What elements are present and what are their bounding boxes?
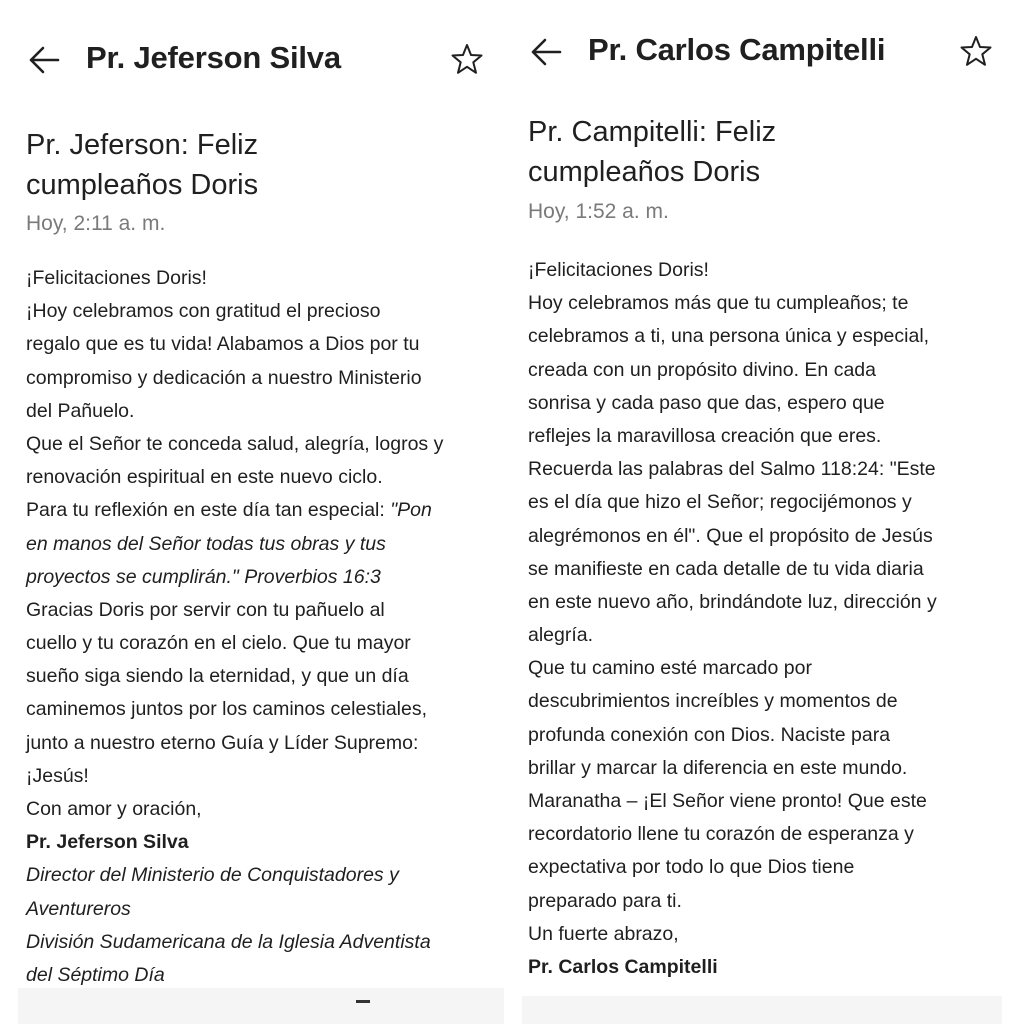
star-outline-icon[interactable] xyxy=(959,34,993,68)
body-line xyxy=(528,586,937,619)
body-line xyxy=(26,926,443,959)
email-timestamp: Hoy, 2:11 a. m. xyxy=(26,212,166,235)
body-line xyxy=(26,826,443,859)
body-text: profunda conexión con Dios. Naciste para xyxy=(528,723,891,746)
body-text: recordatorio llene tu corazón de esperanza y xyxy=(528,823,914,846)
arrow-left-icon[interactable] xyxy=(26,42,62,78)
body-text: Para tu reflexión en este día tan especial: xyxy=(26,499,391,522)
body-line xyxy=(26,660,443,693)
body-line xyxy=(26,594,443,627)
email-view-left xyxy=(0,0,508,1024)
body-text: proyectos se cumplirán." Proverbios 16:3 xyxy=(26,565,381,588)
body-line xyxy=(528,818,937,851)
body-text: brillar y marcar la diferencia en este mundo. xyxy=(528,756,908,779)
body-line xyxy=(26,328,443,361)
body-line xyxy=(528,885,937,918)
email-subject: Pr. Campitelli: Feliz cumpleaños Doris xyxy=(528,116,777,188)
body-line xyxy=(26,859,443,892)
body-text: creada con un propósito divino. En cada xyxy=(528,358,876,381)
body-line xyxy=(528,420,937,453)
body-line xyxy=(528,918,937,951)
body-line xyxy=(528,320,937,353)
body-line xyxy=(528,254,937,287)
body-line xyxy=(528,387,937,420)
body-line xyxy=(528,951,937,984)
body-text: ¡Jesús! xyxy=(26,764,89,787)
body-text: del Pañuelo. xyxy=(26,399,135,422)
body-text: sonrisa y cada paso que das, espero que xyxy=(528,391,885,414)
signature-name: Pr. Jeferson Silva xyxy=(26,831,189,854)
body-text: del Séptimo Día xyxy=(26,963,165,986)
body-line xyxy=(26,362,443,395)
body-text: ¡Felicitaciones Doris! xyxy=(528,259,709,281)
body-line xyxy=(528,553,937,586)
body-text: "Pon xyxy=(390,499,432,522)
body-text: Con amor y oración, xyxy=(26,798,202,820)
signature-name: Pr. Carlos Campitelli xyxy=(528,955,718,978)
body-line xyxy=(26,461,443,494)
body-line xyxy=(26,627,443,660)
body-line xyxy=(528,652,937,685)
email-body xyxy=(26,262,443,992)
body-text: ¡Felicitaciones Doris! xyxy=(26,267,207,289)
email-timestamp: Hoy, 1:52 a. m. xyxy=(528,200,669,223)
body-line xyxy=(528,520,937,553)
body-line xyxy=(26,295,443,328)
toolbar-handle xyxy=(356,1000,370,1003)
email-body xyxy=(528,254,937,984)
body-text: es el día que hizo el Señor; regocijémonos y xyxy=(528,491,912,514)
email-header xyxy=(508,22,1024,82)
body-text: celebramos a ti, una persona única y especial, xyxy=(528,325,930,348)
body-line xyxy=(26,528,443,561)
body-text: compromiso y dedicación a nuestro Ministerio xyxy=(26,366,422,389)
body-text: renovación espiritual en este nuevo ciclo. xyxy=(26,466,383,489)
contact-name: Pr. Jeferson Silva xyxy=(86,40,341,75)
body-line xyxy=(26,561,443,594)
email-header xyxy=(0,30,508,90)
body-text: Que el Señor te conceda salud, alegría, logros y xyxy=(26,432,444,455)
body-text: Que tu camino esté marcado por xyxy=(528,657,812,680)
body-text: sueño siga siendo la eternidad, y que un día xyxy=(26,665,409,688)
body-text: Maranatha – ¡El Señor viene pronto! Que este xyxy=(528,790,927,812)
body-line xyxy=(26,262,443,295)
body-text: cuello y tu corazón en el cielo. Que tu mayor xyxy=(26,632,411,655)
body-line xyxy=(528,851,937,884)
body-line xyxy=(26,395,443,428)
body-text: regalo que es tu vida! Alabamos a Dios por tu xyxy=(26,333,420,356)
body-text: alegría. xyxy=(528,624,594,647)
body-text: preparado para ti. xyxy=(528,889,682,912)
body-line xyxy=(528,354,937,387)
body-line xyxy=(528,752,937,785)
body-line xyxy=(528,685,937,718)
body-line xyxy=(26,693,443,726)
star-outline-icon[interactable] xyxy=(450,42,484,76)
body-text: en este nuevo año, brindándote luz, dirección y xyxy=(528,590,937,613)
body-text: caminemos juntos por los caminos celestiales, xyxy=(26,698,428,721)
email-subject: Pr. Jeferson: Feliz cumpleaños Doris xyxy=(26,129,259,201)
body-text: alegrémonos en él". Que el propósito de Jesús xyxy=(528,524,933,547)
body-text: se manifieste en cada detalle de tu vida diaria xyxy=(528,557,924,580)
body-text: junto a nuestro eterno Guía y Líder Supremo: xyxy=(26,731,419,754)
body-text: en manos del Señor todas tus obras y tus xyxy=(26,532,386,555)
body-line xyxy=(528,453,937,486)
body-line xyxy=(528,486,937,519)
bottom-toolbar xyxy=(18,988,504,1024)
body-line xyxy=(26,494,443,527)
body-text: descubrimientos increíbles y momentos de xyxy=(528,690,898,713)
body-text: Hoy celebramos más que tu cumpleaños; te xyxy=(528,292,909,315)
bottom-toolbar xyxy=(522,996,1002,1024)
arrow-left-icon[interactable] xyxy=(528,34,564,70)
body-line xyxy=(26,727,443,760)
body-line xyxy=(528,785,937,818)
body-text: Gracias Doris por servir con tu pañuelo al xyxy=(26,598,385,621)
body-line xyxy=(26,793,443,826)
body-line xyxy=(26,760,443,793)
body-line xyxy=(528,287,937,320)
body-text: expectativa por todo lo que Dios tiene xyxy=(528,856,855,879)
body-text: Aventureros xyxy=(26,897,131,920)
body-text: Director del Ministerio de Conquistadores y xyxy=(26,864,399,887)
body-line xyxy=(528,619,937,652)
contact-name: Pr. Carlos Campitelli xyxy=(588,32,886,67)
body-text: reflejes la maravillosa creación que eres. xyxy=(528,424,882,447)
body-line xyxy=(26,893,443,926)
body-text: Recuerda las palabras del Salmo 118:24: "Este xyxy=(528,458,936,481)
body-line xyxy=(26,428,443,461)
body-line xyxy=(528,719,937,752)
body-text: División Sudamericana de la Iglesia Adventista xyxy=(26,930,431,953)
body-text: Un fuerte abrazo, xyxy=(528,922,679,945)
email-view-right xyxy=(508,0,1024,1024)
body-text: ¡Hoy celebramos con gratitud el precioso xyxy=(26,300,381,323)
